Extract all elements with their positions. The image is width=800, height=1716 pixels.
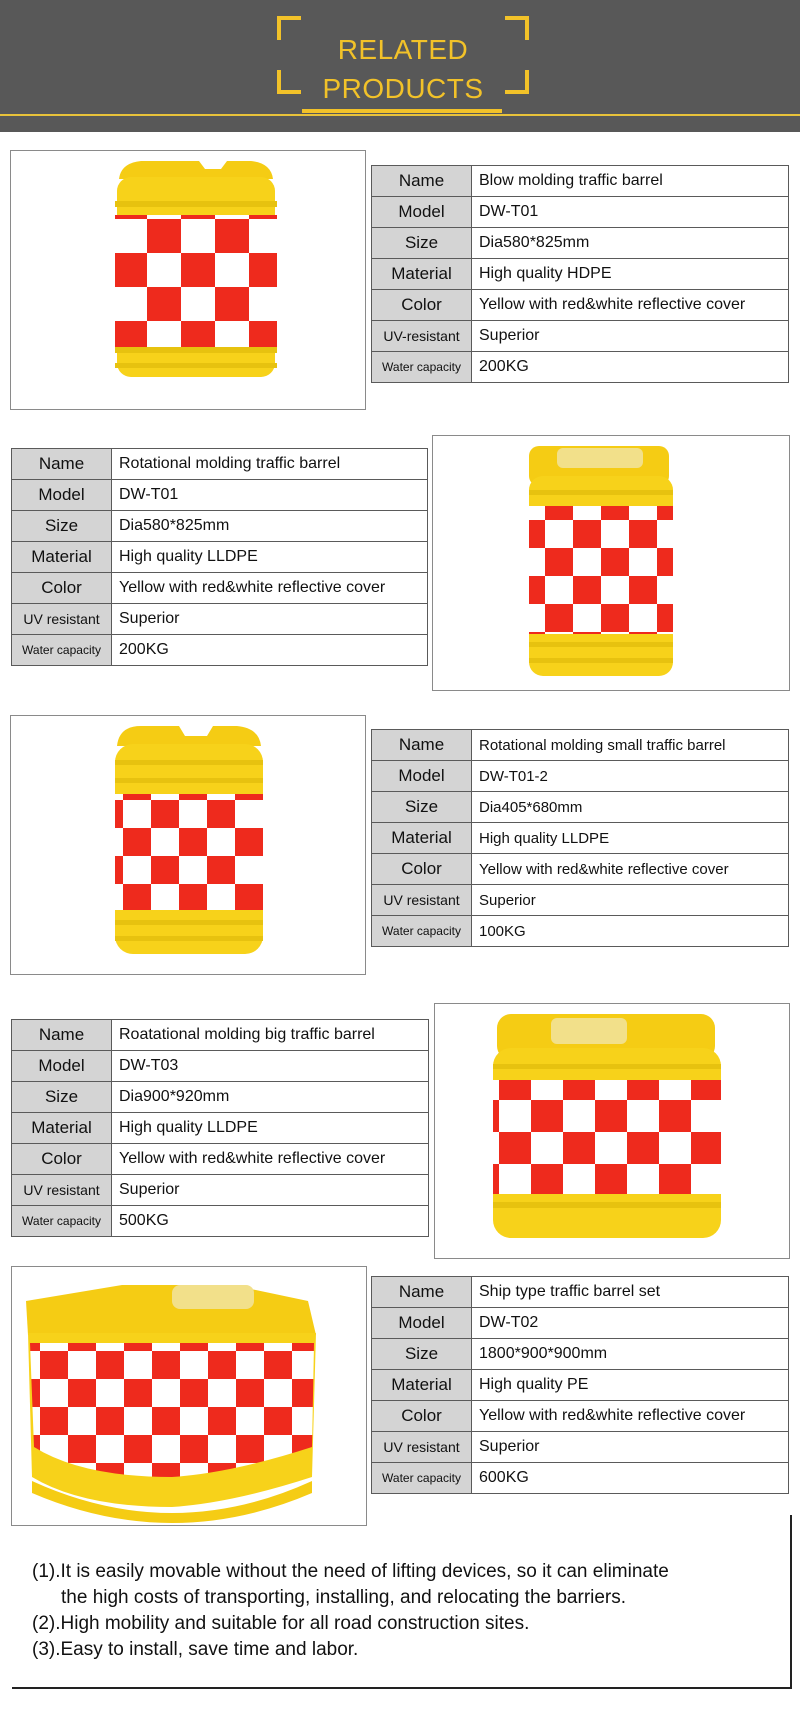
value-size: Dia580*825mm bbox=[472, 228, 789, 259]
value-uv: Superior bbox=[112, 604, 428, 635]
label-name: Name bbox=[372, 1277, 472, 1308]
label-uv: UV resistant bbox=[12, 1175, 112, 1206]
label-size: Size bbox=[12, 511, 112, 542]
value-color: Yellow with red&white reflective cover bbox=[472, 290, 789, 321]
product-image-small-barrel bbox=[10, 715, 366, 975]
label-size: Size bbox=[372, 228, 472, 259]
value-size: Dia900*920mm bbox=[112, 1082, 429, 1113]
feature-notes bbox=[12, 1515, 792, 1689]
value-name: Rotational molding small traffic barrel bbox=[472, 730, 789, 761]
value-model: DW-T02 bbox=[472, 1308, 789, 1339]
label-name: Name bbox=[12, 1020, 112, 1051]
note-1-line-1: (1).It is easily movable without the need of lifting devices, so it can eliminate bbox=[32, 1561, 669, 1582]
label-uv: UV resistant bbox=[372, 885, 472, 916]
value-name: Blow molding traffic barrel bbox=[472, 166, 789, 197]
title-line-1: RELATED bbox=[337, 34, 469, 65]
label-material: Material bbox=[372, 823, 472, 854]
value-model: DW-T01 bbox=[472, 197, 789, 228]
spec-table-4 bbox=[11, 1019, 429, 1237]
label-name: Name bbox=[372, 166, 472, 197]
value-water: 200KG bbox=[472, 352, 789, 383]
value-size: Dia405*680mm bbox=[472, 792, 789, 823]
label-size: Size bbox=[372, 1339, 472, 1370]
label-uv: UV resistant bbox=[372, 1432, 472, 1463]
value-size: 1800*900*900mm bbox=[472, 1339, 789, 1370]
value-material: High quality PE bbox=[472, 1370, 789, 1401]
value-water: 600KG bbox=[472, 1463, 789, 1494]
value-material: High quality LLDPE bbox=[112, 1113, 429, 1144]
value-material: High quality LLDPE bbox=[472, 823, 789, 854]
label-name: Name bbox=[372, 730, 472, 761]
value-uv: Superior bbox=[472, 321, 789, 352]
value-name: Rotational molding traffic barrel bbox=[112, 449, 428, 480]
value-water: 200KG bbox=[112, 635, 428, 666]
section-title bbox=[277, 30, 529, 108]
product-image-rotational-barrel bbox=[432, 435, 790, 691]
value-name: Roatational molding big traffic barrel bbox=[112, 1020, 429, 1051]
label-color: Color bbox=[12, 573, 112, 604]
spec-table-5 bbox=[371, 1276, 789, 1494]
label-water: Water capacity bbox=[12, 635, 112, 666]
note-1-line-2: the high costs of transporting, installing, and relocating the barriers. bbox=[61, 1587, 627, 1608]
value-color: Yellow with red&white reflective cover bbox=[112, 573, 428, 604]
label-material: Material bbox=[372, 259, 472, 290]
value-uv: Superior bbox=[472, 1432, 789, 1463]
spec-table-2 bbox=[11, 448, 428, 666]
label-color: Color bbox=[12, 1144, 112, 1175]
note-2: (2).High mobility and suitable for all road construction sites. bbox=[32, 1613, 530, 1634]
label-water: Water capacity bbox=[372, 916, 472, 947]
title-line-2: PRODUCTS bbox=[322, 73, 484, 104]
label-uv: UV resistant bbox=[12, 604, 112, 635]
label-model: Model bbox=[372, 1308, 472, 1339]
value-material: High quality LLDPE bbox=[112, 542, 428, 573]
note-3: (3).Easy to install, save time and labor. bbox=[32, 1639, 359, 1660]
label-model: Model bbox=[12, 1051, 112, 1082]
product-image-ship-barrel-set bbox=[11, 1266, 367, 1526]
value-model: DW-T03 bbox=[112, 1051, 429, 1082]
label-color: Color bbox=[372, 854, 472, 885]
label-model: Model bbox=[372, 197, 472, 228]
label-size: Size bbox=[12, 1082, 112, 1113]
label-model: Model bbox=[12, 480, 112, 511]
value-water: 100KG bbox=[472, 916, 789, 947]
value-water: 500KG bbox=[112, 1206, 429, 1237]
label-size: Size bbox=[372, 792, 472, 823]
product-image-blow-molding-barrel bbox=[10, 150, 366, 410]
spec-table-1 bbox=[371, 165, 789, 383]
label-name: Name bbox=[12, 449, 112, 480]
spec-table-3 bbox=[371, 729, 789, 947]
value-uv: Superior bbox=[112, 1175, 429, 1206]
product-image-big-barrel bbox=[434, 1003, 790, 1259]
value-color: Yellow with red&white reflective cover bbox=[472, 854, 789, 885]
value-color: Yellow with red&white reflective cover bbox=[472, 1401, 789, 1432]
value-name: Ship type traffic barrel set bbox=[472, 1277, 789, 1308]
label-color: Color bbox=[372, 290, 472, 321]
label-water: Water capacity bbox=[12, 1206, 112, 1237]
label-model: Model bbox=[372, 761, 472, 792]
value-uv: Superior bbox=[472, 885, 789, 916]
value-color: Yellow with red&white reflective cover bbox=[112, 1144, 429, 1175]
label-color: Color bbox=[372, 1401, 472, 1432]
label-water: Water capacity bbox=[372, 1463, 472, 1494]
value-model: DW-T01 bbox=[112, 480, 428, 511]
label-material: Material bbox=[12, 542, 112, 573]
title-underline bbox=[302, 109, 502, 113]
label-water: Water capacity bbox=[372, 352, 472, 383]
label-material: Material bbox=[372, 1370, 472, 1401]
value-material: High quality HDPE bbox=[472, 259, 789, 290]
value-model: DW-T01-2 bbox=[472, 761, 789, 792]
label-uv: UV-resistant bbox=[372, 321, 472, 352]
label-material: Material bbox=[12, 1113, 112, 1144]
header-divider bbox=[0, 114, 800, 116]
value-size: Dia580*825mm bbox=[112, 511, 428, 542]
